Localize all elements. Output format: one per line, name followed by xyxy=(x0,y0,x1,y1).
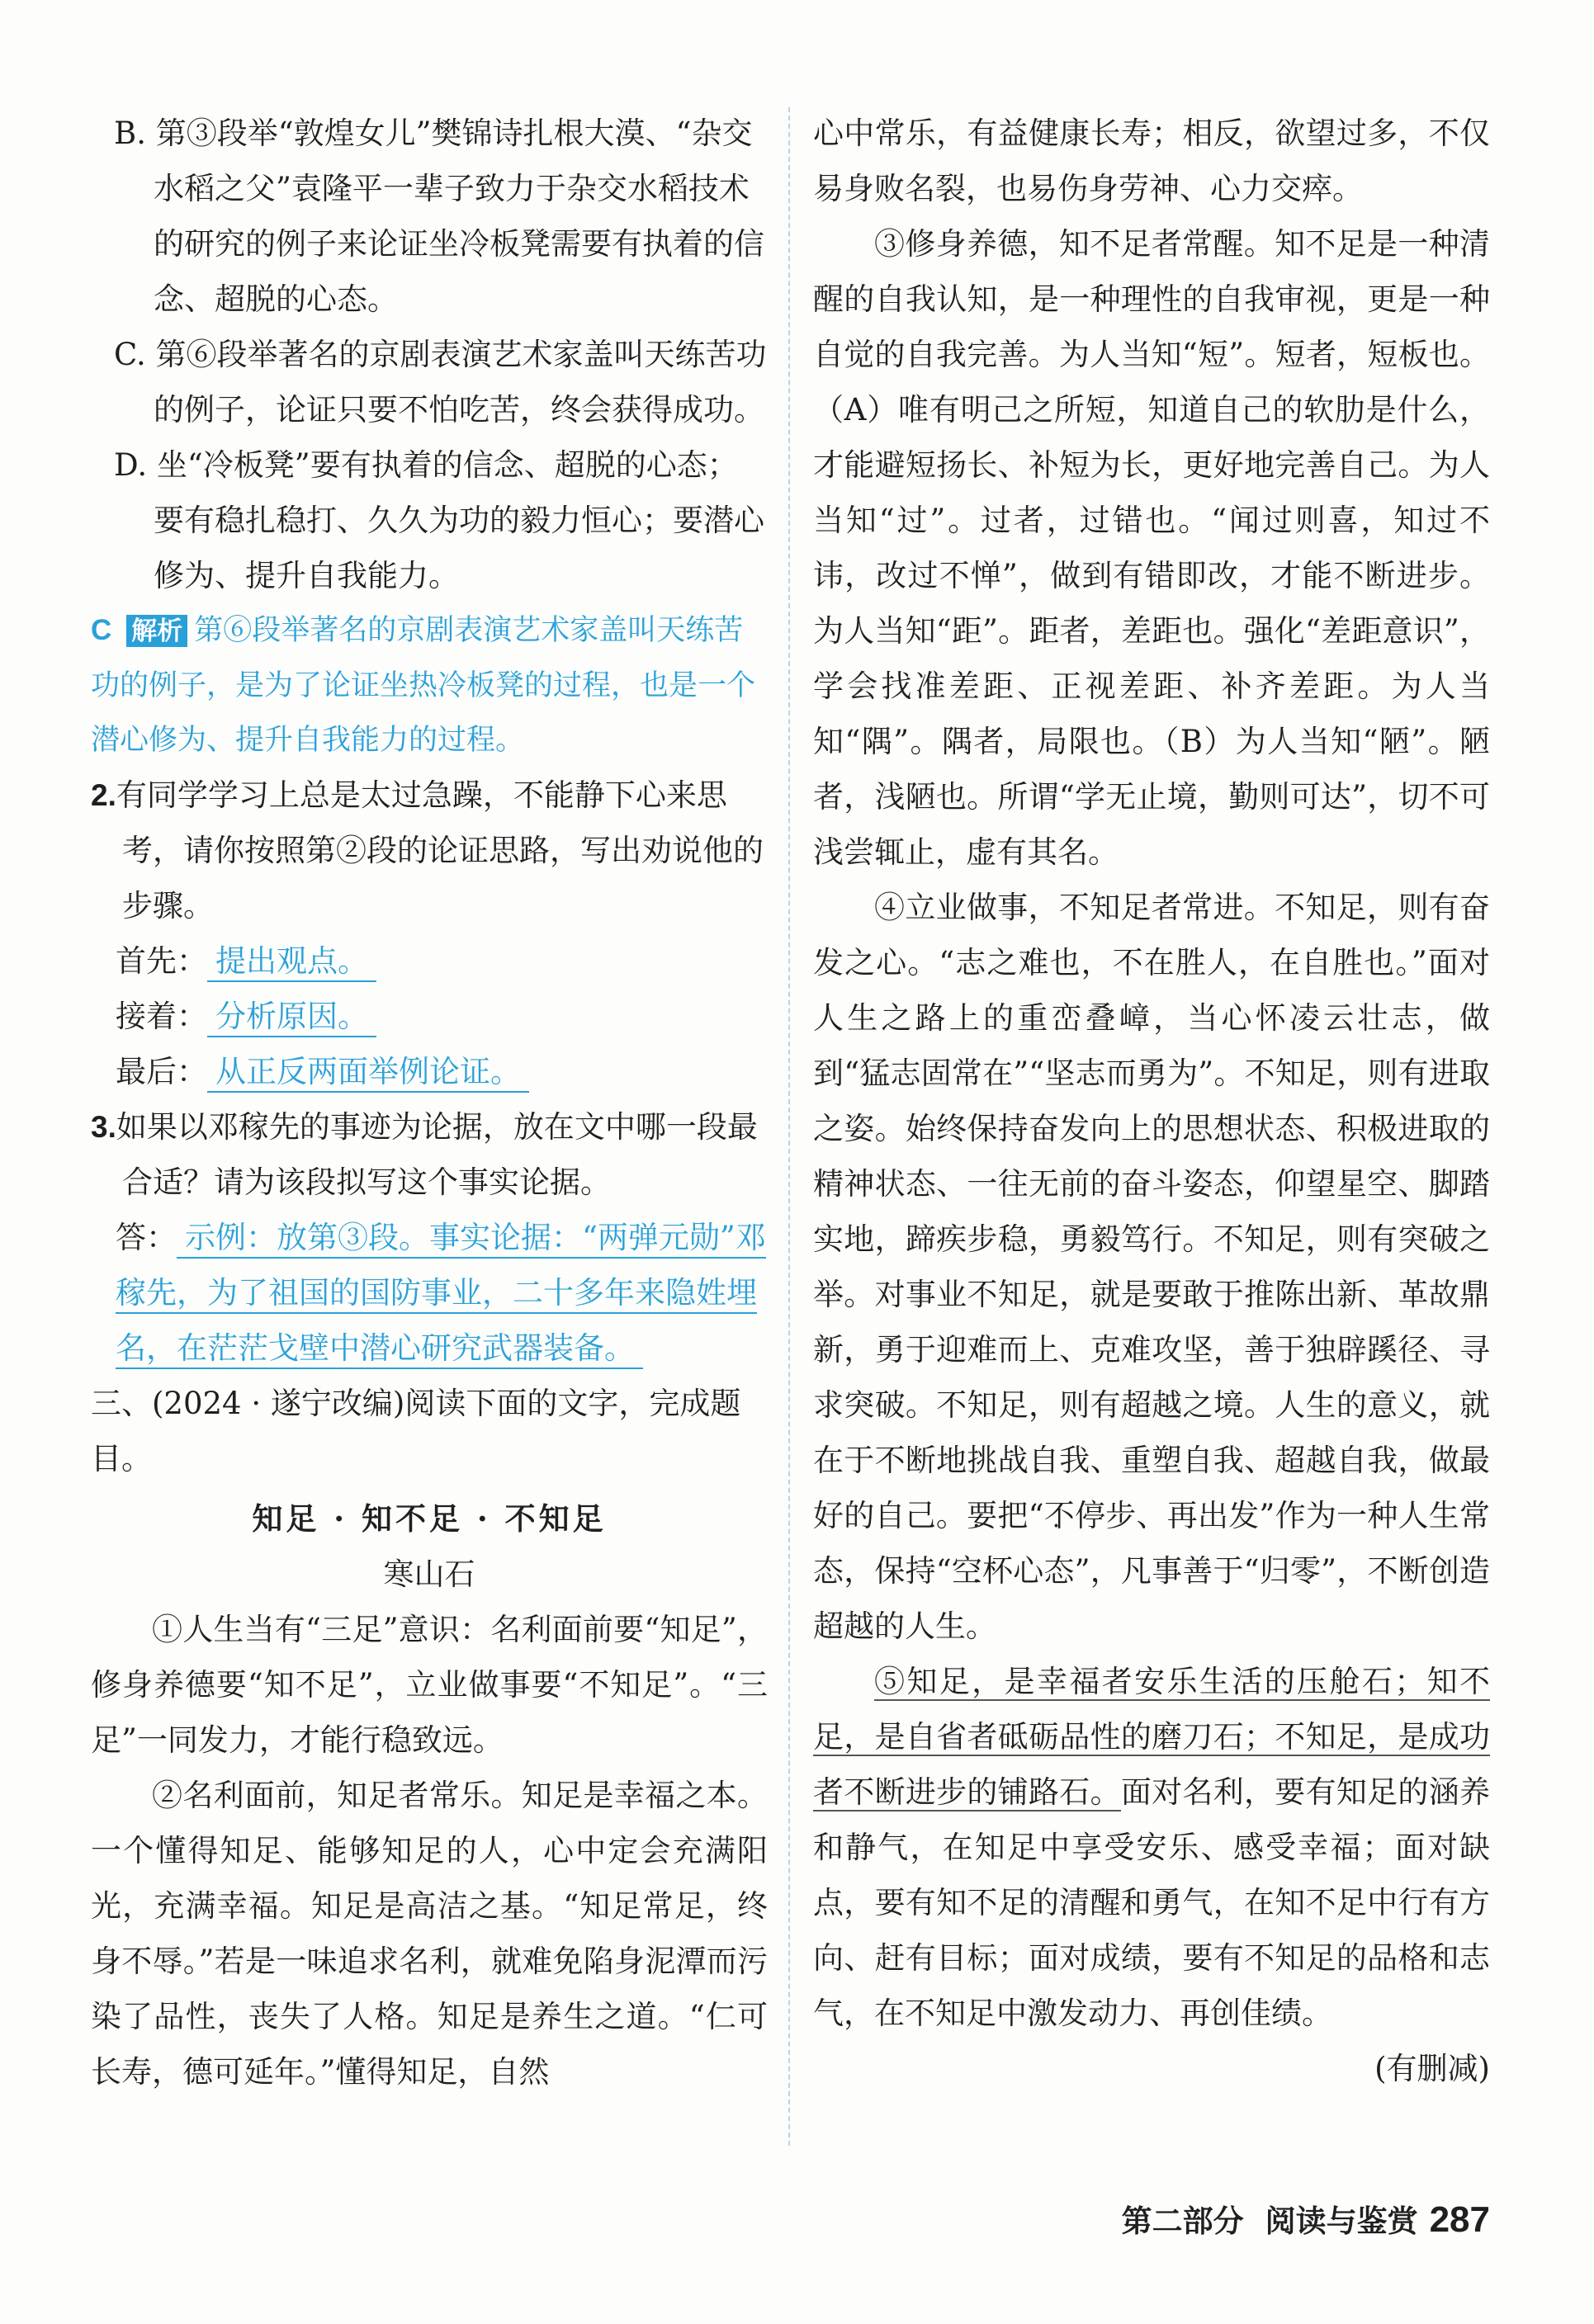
question-2 xyxy=(91,768,768,933)
paragraph-5-rest: 面对名利，要有知足的涵养和静气，在知足中享受安乐、感受幸福；面对缺点，要有知不足的清醒和勇气，在知不足中行有方向、赶有目标；面对成绩，要有不知足的品格和志气，在不知足中激发动力、再创佳绩。 xyxy=(813,1774,1491,2031)
explanation xyxy=(91,603,768,768)
paragraph-1: ①人生当有“三足”意识：名利面前要“知足”，修身养德要“知不足”，立业做事要“不知足”。“三足”一同发力，才能行稳致远。 xyxy=(91,1612,768,1758)
underlined-sentence: ⑤知足，是幸福者安乐生活的压舱石；知不足，是自省者砥砺品性的磨刀石；不知足，是成功者不断进步的铺路石。 xyxy=(813,1664,1490,1810)
paragraph-2-end: 心中常乐，有益健康长寿；相反，欲望过多，不仅易身败名裂，也易伤身劳神、心力交瘁。 xyxy=(813,116,1490,206)
article-author: 寒山石 xyxy=(383,1556,475,1592)
page-number: 287 xyxy=(1429,2199,1490,2240)
option-d: D. 坐“冷板凳”要有执着的信念、超脱的心态；要有稳扎稳打、久久为功的毅力恒心；要潜心修为、提升自我能力。 xyxy=(114,447,764,593)
step-last-label: 最后： xyxy=(116,1054,207,1089)
question-3-answer-label: 答： xyxy=(116,1220,177,1255)
step-next-label: 接着： xyxy=(116,999,207,1034)
step-first-answer: 提出观点。 xyxy=(207,943,376,982)
abridged-note: (有删减) xyxy=(1374,2051,1490,2086)
option-b: B. 第③段举“敦煌女儿”樊锦诗扎根大漠、“杂交水稻之父”袁隆平一辈子致力于杂交水稻技术的研究的例子来论证坐冷板凳需要有执着的信念、超脱的心态。 xyxy=(114,116,764,317)
footer-section: 阅读与鉴赏 xyxy=(1265,2204,1418,2239)
left-column xyxy=(91,106,768,2100)
dotted-phrase: 空杯心态 • • • • xyxy=(952,1553,1075,1589)
step-last xyxy=(91,1044,768,1099)
explanation-text: 第⑥段举著名的京剧表演艺术家盖叫天练苦功的例子，是为了论证坐热冷板凳的过程，也是一个潜心修为、提升自我能力的过程。 xyxy=(91,614,756,757)
section-heading: 三、(2024 · 遂宁改编)阅读下面的文字，完成题目。 xyxy=(91,1386,741,1476)
step-last-answer: 从正反两面举例论证。 xyxy=(207,1054,529,1093)
paragraph-4 xyxy=(813,880,1490,1654)
article-title: 知足 · 知不足 · 不知足 xyxy=(252,1500,607,1537)
question-2-number: 2. xyxy=(91,778,116,812)
page-footer xyxy=(1048,2195,1490,2246)
paragraph-4-text-b: ”，凡事善于“归零”，不断创造超越的人生。 xyxy=(813,1553,1491,1644)
question-3-answer: 示例：放第③段。事实论据：“两弹元勋”邓稼先，为了祖国的国防事业，二十多年来隐姓埋名，在茫茫戈壁中潜心研究武器装备。 xyxy=(116,1220,766,1369)
step-next xyxy=(91,989,768,1044)
option-c: C. 第⑥段举著名的京剧表演艺术家盖叫天练苦功的例子，论证只要不怕吃苦，终会获得成功。 xyxy=(114,337,767,427)
paragraph-5 xyxy=(813,1654,1490,2041)
question-3-text: 如果以邓稼先的事迹为论据，放在文中哪一段最合适？请为该段拟写这个事实论据。 xyxy=(116,1109,758,1200)
step-first-label: 首先： xyxy=(116,943,207,979)
question-2-text: 有同学学习上总是太过急躁，不能静下心来思考，请你按照第②段的论证思路，写出劝说他的步骤。 xyxy=(116,777,764,923)
paragraph-2-start: ②名利面前，知足者常乐。知足是幸福之本。一个懂得知足、能够知足的人，心中定会充满阳光，充满幸福。知足是高洁之基。“知足常足，终身不辱。”若是一味追求名利，就难免陷身泥潭而污染了品性，丧失了人格。知足是养生之道。“仁可长寿，德可延年。”懂得知足，自然 xyxy=(91,1778,768,2090)
footer-part: 第二部分 xyxy=(1121,2204,1244,2239)
paragraph-3: ③修身养德，知不足者常醒。知不足是一种清醒的自我认知，是一种理性的自我审视，更是一种自觉的自我完善。为人当知“短”。短者，短板也。（A）唯有明己之所短，知道自己的软肋是什么，才能避短扬长、补短为长，更好地完善自己。为人当知“过”。过者，过错也。“闻过则喜，知过不讳，改过不惮”，做到有错即改，才能不断进步。为人当知“距”。距者，差距也。强化“差距意识”，学会找准差距、正视差距、补齐差距。为人当知“隅”。隅者，局限也。（B）为人当知“陋”。陋者，浅陋也。所谓“学无止境，勤则可达”，切不可浅尝辄止，虚有其名。 xyxy=(813,226,1490,870)
question-3-answer-line xyxy=(91,1210,768,1376)
right-column xyxy=(813,106,1490,2096)
question-3 xyxy=(91,1099,768,1210)
answer-letter: C xyxy=(91,614,112,646)
column-divider xyxy=(788,107,790,2146)
paragraph-4-text-a: ④立业做事，不知足者常进。不知足，则有奋发之心。“志之难也，不在胜人，在自胜也。”面对人生之路上的重峦叠嶂，当心怀凌云壮志，做到“猛志固常在”“坚志而勇为”。不知足，则有进取之姿。始终保持奋发向上的思想状态、积极进取的精神状态、一往无前的奋斗姿态，仰望星空、脚踏实地，蹄疾步稳，勇毅笃行。不知足，则有突破之举。对事业不知足，就是要敢于推陈出新、革故鼎新，勇于迎难而上、克难攻坚，善于独辟蹊径、寻求突破。不知足，则有超越之境。人生的意义，就在于不断地挑战自我、重塑自我、超越自我，做最好的自己。要把“不停步、再出发”作为一种人生常态，保持“ xyxy=(813,890,1490,1589)
step-next-answer: 分析原因。 xyxy=(207,999,376,1037)
question-3-number: 3. xyxy=(91,1110,116,1144)
step-first xyxy=(91,933,768,989)
explanation-tag: 解析 xyxy=(126,615,187,647)
